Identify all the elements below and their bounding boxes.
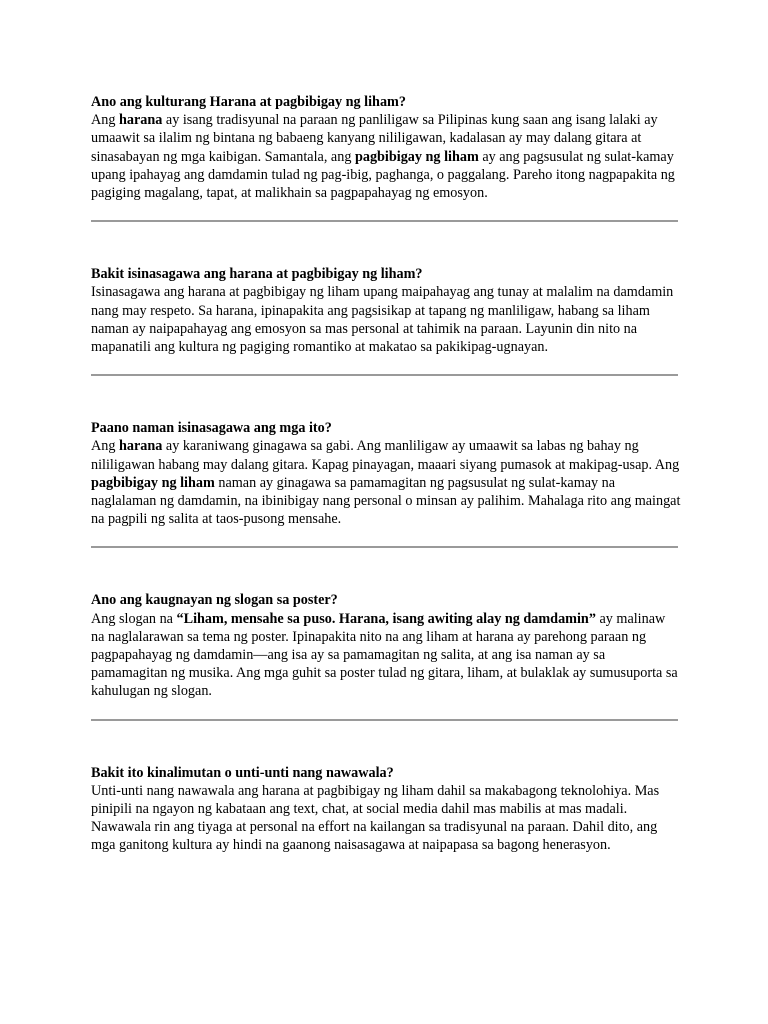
section-divider xyxy=(91,374,678,376)
section-divider xyxy=(91,719,678,721)
section-2 xyxy=(91,265,681,356)
section-paragraph xyxy=(91,782,681,855)
bold-term: pagbibigay ng liham xyxy=(91,474,215,491)
bold-term: pagbibigay ng liham xyxy=(354,148,479,165)
section-heading: Paano naman isinasagawa ang mga ito? xyxy=(91,420,332,437)
section-heading: Bakit ito kinalimutan o unti-unti nang nawawala? xyxy=(91,764,394,781)
text-run: ay karaniwang ginagawa sa gabi. Ang manliligaw ay umaawit sa labas ng bahay ng nililigawan habang may dalang gitara. Kapag pinayagan, maaari siyang pumasok at makipag-usap. Ang xyxy=(91,438,680,473)
section-divider xyxy=(91,546,678,548)
text-run: Ang slogan na xyxy=(91,610,177,627)
bold-term: harana xyxy=(118,438,163,455)
text-run: ay ang pagsusulat ng sulat-kamay upang ipahayag ang damdamin tulad ng pag-ibig, paghanga, o paggalang. Pareho itong nagpapakita ng pagiging magalang, tapat, at malikhain sa pagpapahayag ng emosyon. xyxy=(91,148,675,202)
text-run: ay isang tradisyunal na paraan ng panliligaw sa Pilipinas kung saan ang isang lalaki ay umaawit sa ilalim ng bintana ng babaeng kanyang nililigawan, kadalasan ay may dalang gitara at sinasabayan ng mga kaibigan. Samantala, ang xyxy=(91,112,658,165)
section-3 xyxy=(91,419,681,528)
section-heading: Ano ang kulturang Harana at pagbibigay ng liham? xyxy=(91,94,406,110)
section-heading: Bakit isinasagawa ang harana at pagbibigay ng liham? xyxy=(91,266,423,283)
text-run: ay malinaw na naglalarawan sa tema ng poster. Ipinapakita nito na ang liham at harana ay parehong paraan ng pagpapahayag ng damdamin—ang isa ay sa pamamagitan ng salita, at ang isa naman ay sa pamamagitan ng musika. Ang mga guhit sa poster tulad ng gitara, liham, at bulaklak ay sumusuporta sa kahulugan ng slogan. xyxy=(91,610,678,700)
slogan-quote: “Liham, mensahe sa puso. Harana, isang awiting alay ng damdamin” xyxy=(176,610,596,627)
section-heading: Ano ang kaugnayan ng slogan sa poster? xyxy=(91,592,338,609)
text-run: naman ay ginagawa sa pamamagitan ng pagsusulat ng sulat-kamay na naglalaman ng damdamin, na ibinibigay nang personal o minsan ay palihim. Mahalaga rito ang maingat na pagpili ng salita at taos-pusong mensahe. xyxy=(91,474,681,528)
section-1 xyxy=(91,93,681,202)
section-5 xyxy=(91,764,681,855)
text-run: Ang xyxy=(91,438,119,455)
section-4 xyxy=(91,591,681,700)
document-body xyxy=(91,93,681,855)
text-run: Unti-unti nang nawawala ang harana at pagbibigay ng liham dahil sa makabagong teknolohiya. Mas pinipili na ngayon ng kabataan ang text, chat, at social media dahil mas mabilis at mas madali. Nawawala rin ang tiyaga at personal na effort na kailangan sa tradisyunal na paraan. Dahil dito, ang mga ganitong kultura ay hindi na gaanong naisasagawa at naipapasa sa bagong henerasyon. xyxy=(91,782,660,854)
text-run: Isinasagawa ang harana at pagbibigay ng liham upang maipahayag ang tunay at malalim na damdamin nang may respeto. Sa harana, ipinapakita ang pagsisikap at tapang ng manliligaw, habang sa liham naman ay naipapahayag ang emosyon sa mas personal at tahimik na paraan. Layunin din nito na mapanatili ang kultura ng pagiging romantiko at makatao sa pakikipag-ugnayan. xyxy=(91,284,674,356)
section-paragraph xyxy=(91,437,681,528)
section-paragraph xyxy=(91,111,681,202)
section-paragraph xyxy=(91,610,681,701)
bold-term: harana xyxy=(118,112,163,129)
text-run: Ang xyxy=(91,112,119,129)
section-paragraph xyxy=(91,283,681,356)
section-divider xyxy=(91,220,678,222)
